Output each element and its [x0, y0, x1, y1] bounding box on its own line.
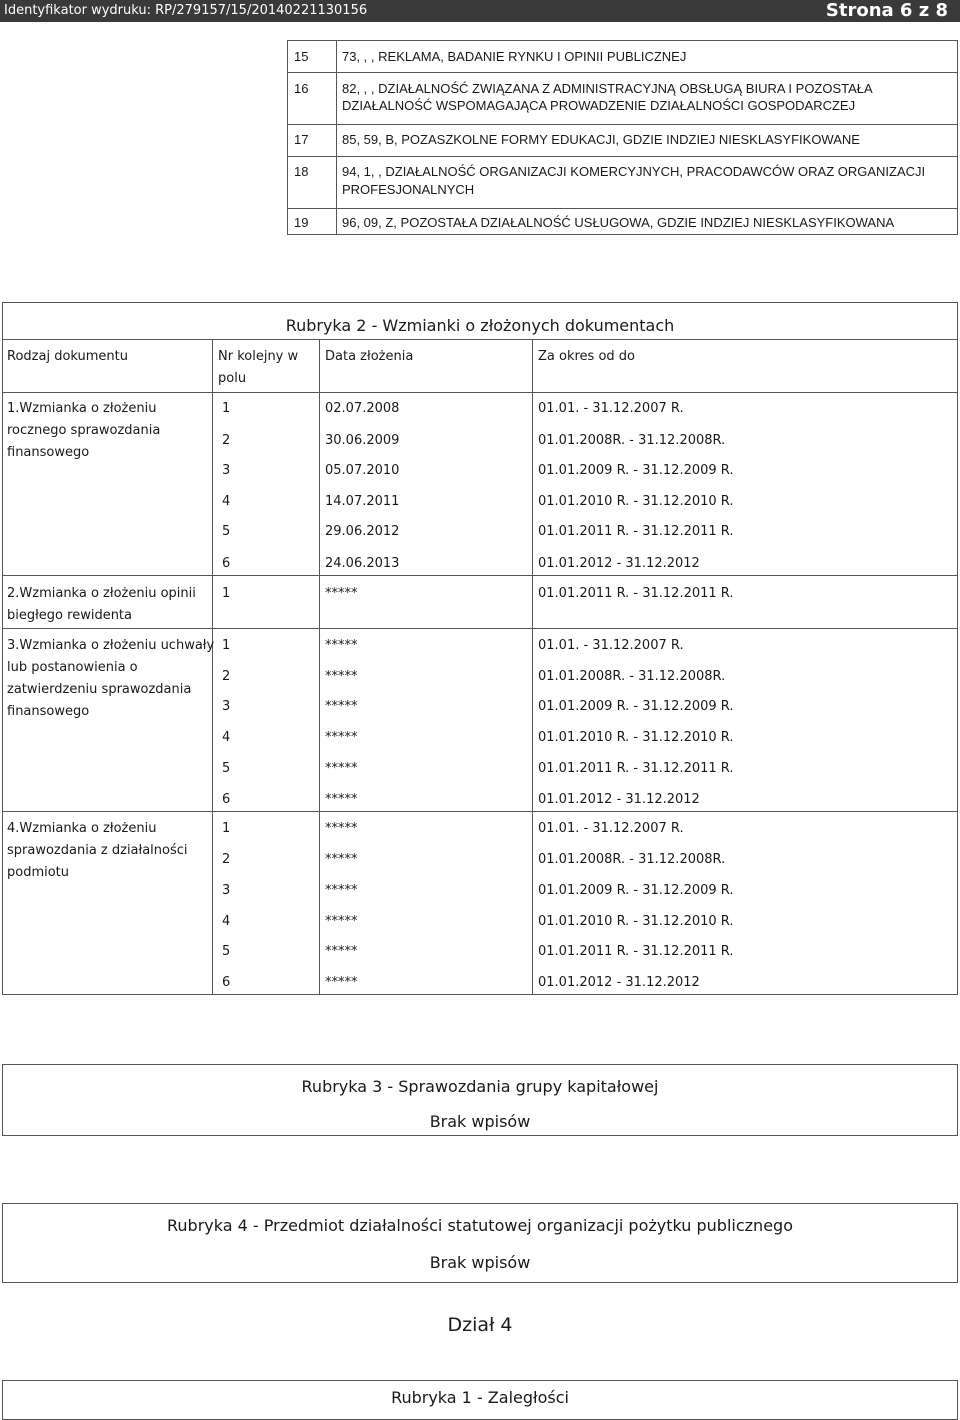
rubryka-4-section	[2, 1203, 958, 1283]
period-range: 01.01.2008R. - 31.12.2008R.	[538, 852, 726, 867]
column-header-filing-date: Data złożenia	[325, 349, 414, 364]
period-range: 01.01.2011 R. - 31.12.2011 R.	[538, 761, 734, 776]
period-range: 01.01.2012 - 31.12.2012	[538, 975, 700, 990]
row-number: 2	[222, 852, 231, 867]
row-number: 1	[222, 401, 231, 416]
rubryka-1-title: Rubryka 1 - Zaległości	[391, 1388, 569, 1407]
filing-date: *****	[325, 638, 358, 653]
filing-date: *****	[325, 821, 358, 836]
rubryka-3-empty-note: Brak wpisów	[429, 1112, 531, 1131]
row-number: 1	[222, 586, 231, 601]
column-header-period: Za okres od do	[538, 349, 635, 364]
period-range: 01.01.2010 R. - 31.12.2010 R.	[538, 494, 734, 509]
period-range: 01.01.2010 R. - 31.12.2010 R.	[538, 730, 734, 745]
pkd-row-text: 73, , , REKLAMA, BADANIE RYNKU I OPINII PUBLICZNEJ	[342, 49, 687, 64]
period-range: 01.01.2012 - 31.12.2012	[538, 792, 700, 807]
row-number: 3	[222, 463, 231, 478]
column-header-sequence: Nr kolejny w	[218, 349, 299, 364]
row-number: 4	[222, 494, 231, 509]
rubryka-4-title: Rubryka 4 - Przedmiot działalności statutowej organizacji pożytku publicznego	[167, 1216, 793, 1235]
document-type-label: finansowego	[7, 704, 90, 719]
period-range: 01.01.2011 R. - 31.12.2011 R.	[538, 524, 734, 539]
row-number: 2	[222, 669, 231, 684]
document-type-label: finansowego	[7, 445, 90, 460]
period-range: 01.01.2012 - 31.12.2012	[538, 556, 700, 571]
filing-date: *****	[325, 669, 358, 684]
column-header-document-type: Rodzaj dokumentu	[7, 349, 128, 364]
filing-date: *****	[325, 852, 358, 867]
filing-date: *****	[325, 975, 358, 990]
row-number: 5	[222, 944, 231, 959]
rubryka-3-section	[2, 1064, 958, 1136]
document-type-label: sprawozdania z działalności	[7, 843, 188, 858]
pkd-row-text: 94, 1, , DZIAŁALNOŚĆ ORGANIZACJI KOMERCYJNYCH, PRACODAWCÓW ORAZ ORGANIZACJI	[342, 164, 926, 179]
filing-date: *****	[325, 699, 358, 714]
row-number: 6	[222, 556, 231, 571]
filing-date: *****	[325, 883, 358, 898]
document-type-label: rocznego sprawozdania	[7, 423, 161, 438]
row-number: 2	[222, 433, 231, 448]
document-type-label: 4.Wzmianka o złożeniu	[7, 821, 157, 836]
pkd-table	[287, 40, 958, 235]
rubryka-2-table	[2, 302, 958, 995]
row-number: 6	[222, 792, 231, 807]
filing-date: *****	[325, 761, 358, 776]
page-number: Strona 6 z 8	[825, 0, 948, 21]
period-range: 01.01. - 31.12.2007 R.	[538, 821, 684, 836]
document-type-label: zatwierdzeniu sprawozdania	[7, 682, 192, 697]
filing-date: 30.06.2009	[325, 433, 400, 448]
pkd-row-text: DZIAŁALNOŚĆ WSPOMAGAJĄCA PROWADZENIE DZIAŁALNOŚCI GOSPODARCZEJ	[342, 98, 856, 113]
filing-date: *****	[325, 792, 358, 807]
period-range: 01.01.2009 R. - 31.12.2009 R.	[538, 463, 734, 478]
filing-date: *****	[325, 914, 358, 929]
pkd-row-text: 96, 09, Z, POZOSTAŁA DZIAŁALNOŚĆ USŁUGOWA, GDZIE INDZIEJ NIESKLASYFIKOWANA	[342, 215, 895, 230]
row-number: 1	[222, 821, 231, 836]
row-number: 3	[222, 699, 231, 714]
rubryka-4-empty-note: Brak wpisów	[429, 1253, 531, 1272]
pkd-row-number: 16	[294, 81, 309, 96]
filing-date: 29.06.2012	[325, 524, 400, 539]
pkd-row-text: PROFESJONALNYCH	[342, 182, 475, 197]
row-number: 5	[222, 761, 231, 776]
document-type-label: 1.Wzmianka o złożeniu	[7, 401, 157, 416]
document-type-label: lub postanowienia o	[7, 660, 138, 675]
print-identifier: Identyfikator wydruku: RP/279157/15/20140221130156	[4, 3, 368, 18]
filing-date: *****	[325, 586, 358, 601]
period-range: 01.01.2008R. - 31.12.2008R.	[538, 433, 726, 448]
period-range: 01.01. - 31.12.2007 R.	[538, 638, 684, 653]
filing-date: 05.07.2010	[325, 463, 400, 478]
row-number: 6	[222, 975, 231, 990]
pkd-row-text: 85, 59, B, POZASZKOLNE FORMY EDUKACJI, GDZIE INDZIEJ NIESKLASYFIKOWANE	[342, 132, 860, 147]
pkd-row-number: 19	[294, 215, 309, 230]
row-number: 4	[222, 730, 231, 745]
filing-date: *****	[325, 730, 358, 745]
pkd-row-number: 15	[294, 49, 309, 64]
pkd-row-number: 17	[294, 132, 309, 147]
pkd-row-number: 18	[294, 164, 309, 179]
pkd-row-text: 82, , , DZIAŁALNOŚĆ ZWIĄZANA Z ADMINISTRACYJNĄ OBSŁUGĄ BIURA I POZOSTAŁA	[342, 81, 873, 96]
document-type-label: 3.Wzmianka o złożeniu uchwały	[7, 638, 215, 653]
row-number: 3	[222, 883, 231, 898]
dzial-heading: Dział 4	[447, 1314, 513, 1336]
document-type-label: 2.Wzmianka o złożeniu opinii	[7, 586, 196, 601]
rubryka-1-section	[2, 1380, 958, 1420]
column-header-sequence: polu	[218, 371, 247, 386]
rubryka-2-title: Rubryka 2 - Wzmianki o złożonych dokumentach	[285, 316, 675, 335]
period-range: 01.01. - 31.12.2007 R.	[538, 401, 684, 416]
period-range: 01.01.2009 R. - 31.12.2009 R.	[538, 699, 734, 714]
row-number: 5	[222, 524, 231, 539]
period-range: 01.01.2011 R. - 31.12.2011 R.	[538, 586, 734, 601]
filing-date: 02.07.2008	[325, 401, 400, 416]
document-type-label: podmiotu	[7, 865, 70, 880]
filing-date: 24.06.2013	[325, 556, 400, 571]
period-range: 01.01.2009 R. - 31.12.2009 R.	[538, 883, 734, 898]
row-number: 1	[222, 638, 231, 653]
document-type-label: biegłego rewidenta	[7, 608, 132, 623]
period-range: 01.01.2011 R. - 31.12.2011 R.	[538, 944, 734, 959]
filing-date: 14.07.2011	[325, 494, 400, 509]
period-range: 01.01.2010 R. - 31.12.2010 R.	[538, 914, 734, 929]
row-number: 4	[222, 914, 231, 929]
filing-date: *****	[325, 944, 358, 959]
period-range: 01.01.2008R. - 31.12.2008R.	[538, 669, 726, 684]
rubryka-3-title: Rubryka 3 - Sprawozdania grupy kapitałowej	[301, 1077, 659, 1096]
print-header-bar	[0, 0, 960, 22]
